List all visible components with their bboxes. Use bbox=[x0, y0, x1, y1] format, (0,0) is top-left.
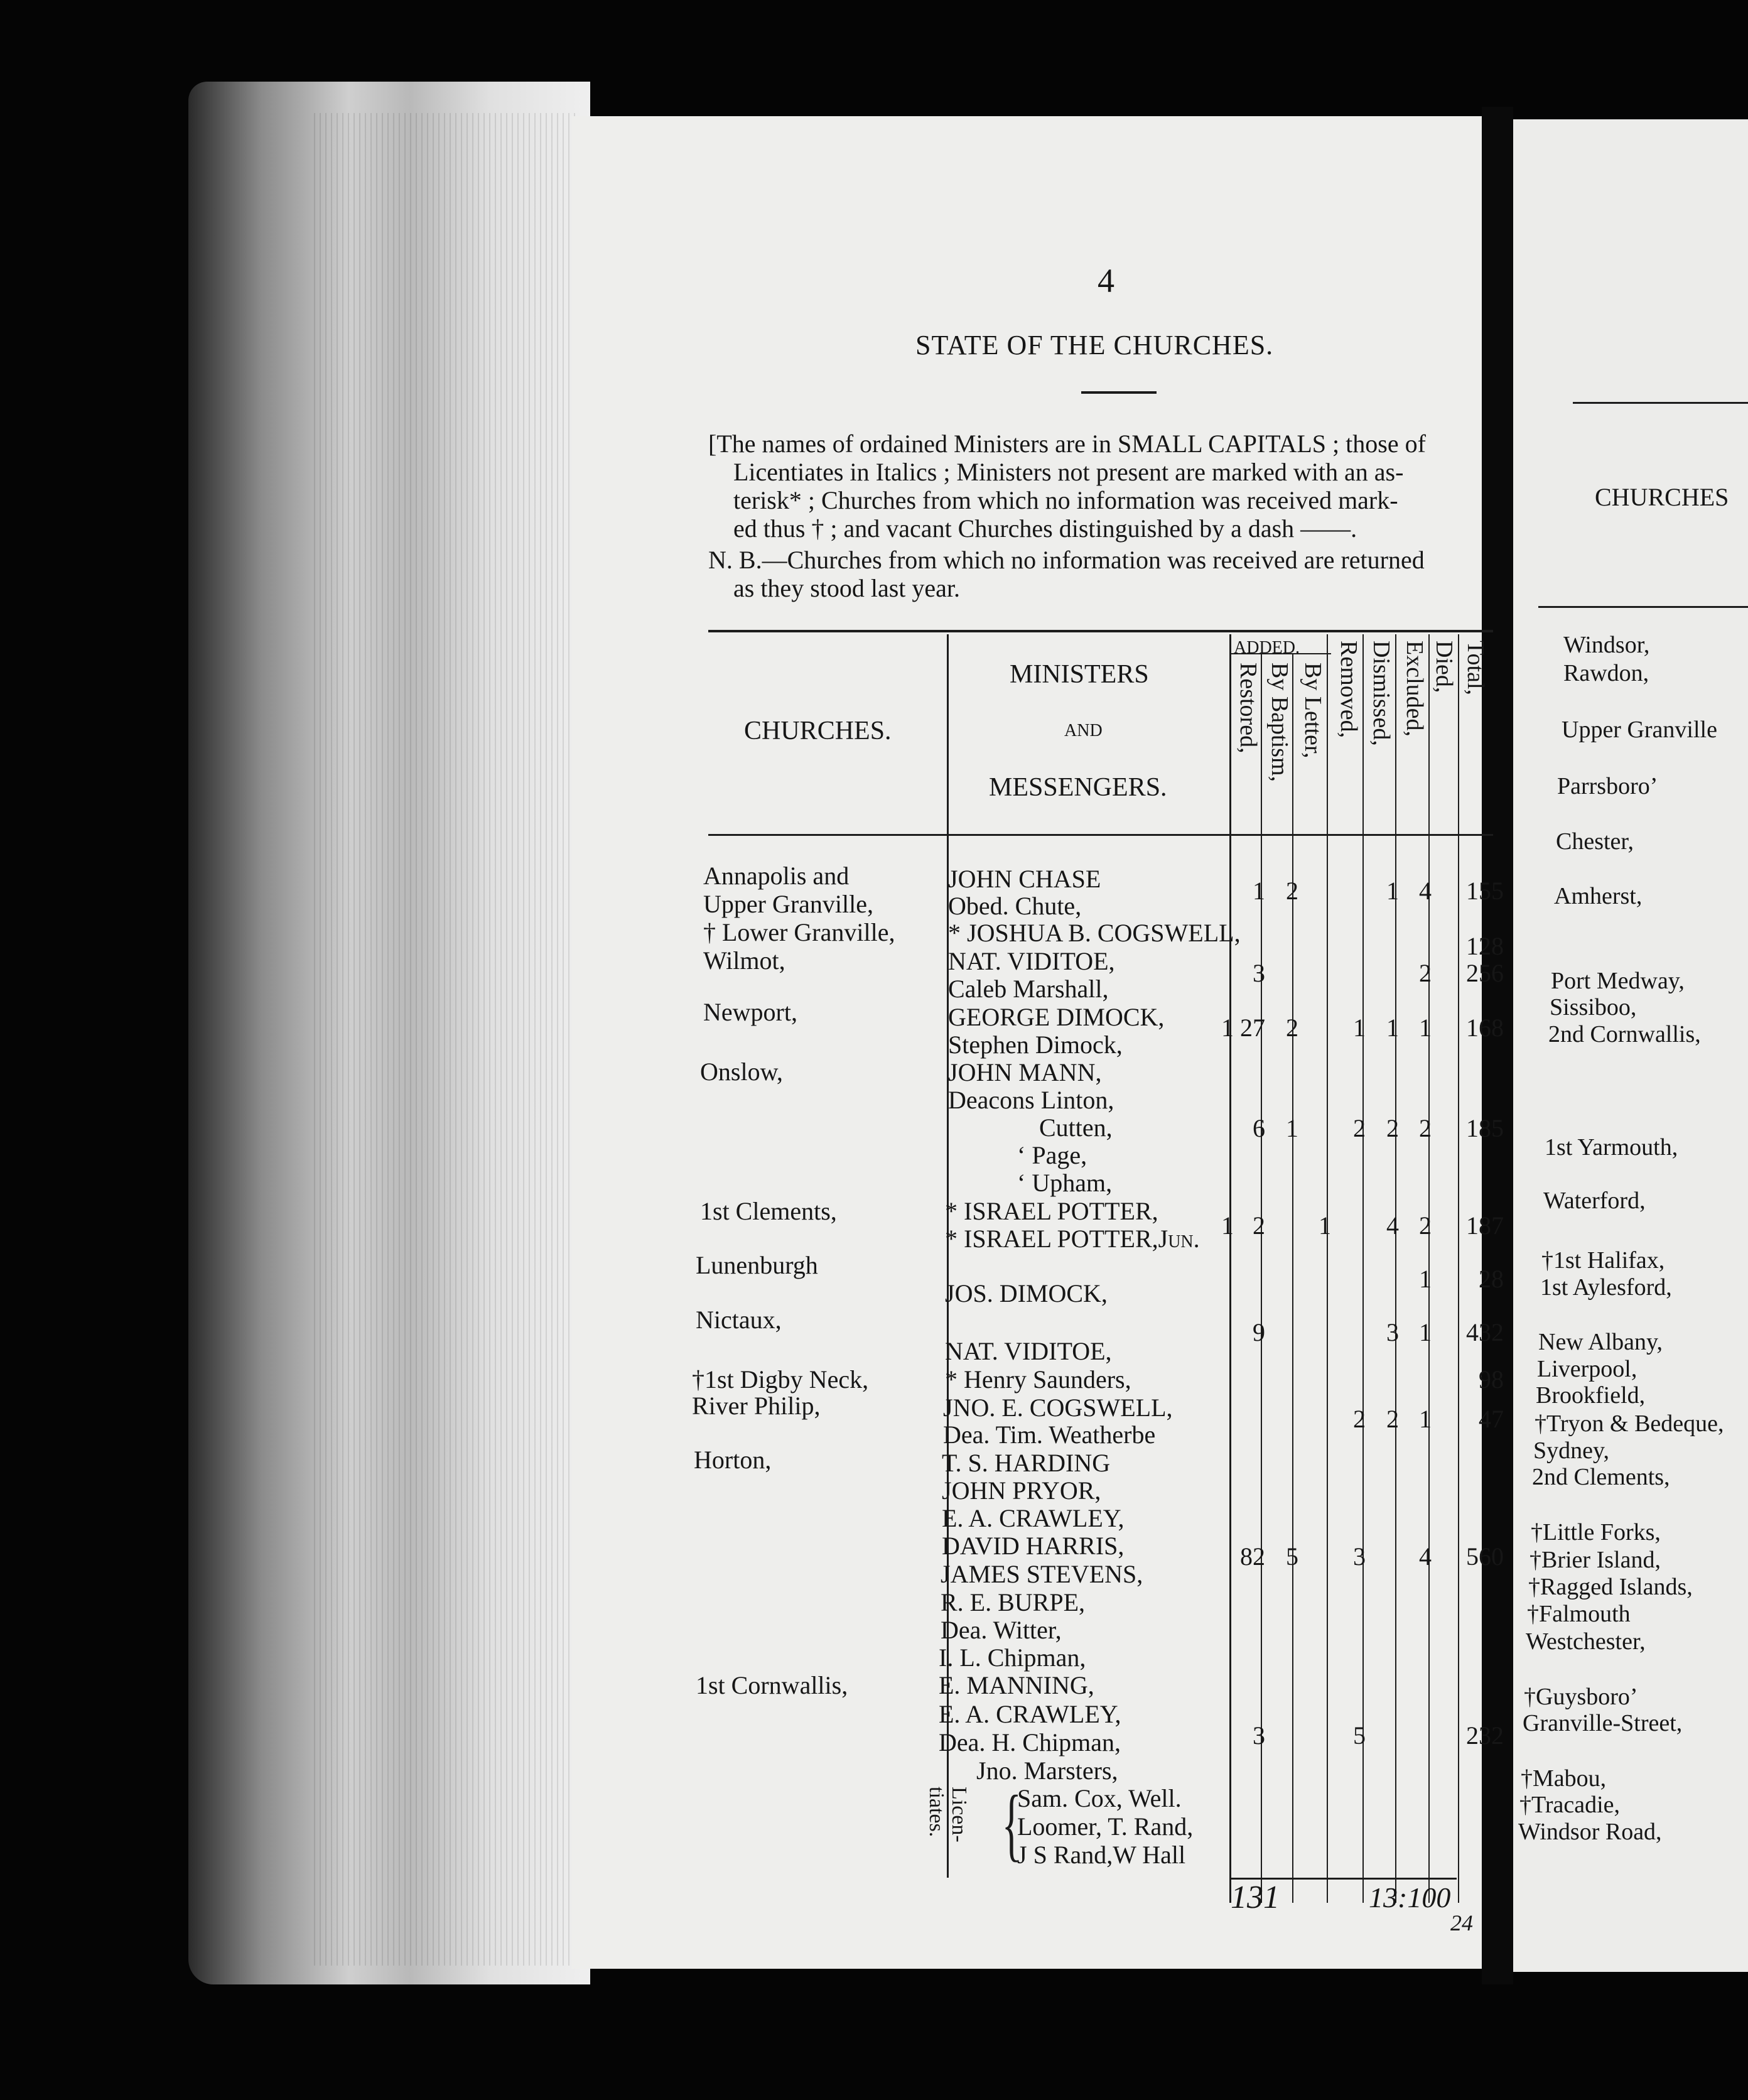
church-name: † Lower Granville, bbox=[703, 918, 895, 946]
cell-died: 1 bbox=[1419, 1318, 1432, 1346]
cell-by-letter: 2 bbox=[1286, 877, 1298, 905]
minister-name: Dea. Tim. Weatherbe bbox=[943, 1421, 1156, 1449]
cell-dismissed: 5 bbox=[1353, 1721, 1366, 1750]
church-name: 1st Clements, bbox=[700, 1197, 837, 1225]
cell-total: 187 bbox=[1466, 1211, 1504, 1240]
minister-name: I. L. Chipman, bbox=[939, 1643, 1086, 1672]
header-messengers: MESSENGERS. bbox=[989, 773, 1167, 802]
header-and: AND bbox=[1064, 721, 1103, 740]
cell-by-baptism: 6 bbox=[1253, 1114, 1265, 1142]
next-page-church: Upper Granville bbox=[1562, 717, 1717, 743]
next-page-church: Rawdon, bbox=[1563, 660, 1649, 686]
next-page-church: Chester, bbox=[1556, 828, 1634, 855]
cell-dismissed: 3 bbox=[1353, 1542, 1366, 1571]
minister-name: JOHN CHASE bbox=[948, 865, 1101, 893]
table-top-rule bbox=[708, 630, 1493, 632]
cell-total: 560 bbox=[1466, 1542, 1504, 1571]
minister-name: Dea. Witter, bbox=[941, 1616, 1062, 1644]
next-page-church: Sydney, bbox=[1533, 1437, 1610, 1464]
cell-excluded: 2 bbox=[1386, 1405, 1399, 1433]
handwritten-total: 131 bbox=[1231, 1880, 1280, 1915]
cell-by-baptism: 82 bbox=[1240, 1542, 1265, 1571]
next-page-church: 2nd Clements, bbox=[1532, 1464, 1670, 1490]
next-page-church: †Ragged Islands, bbox=[1528, 1574, 1693, 1600]
cell-by-baptism: 9 bbox=[1253, 1318, 1265, 1346]
column-divider bbox=[1292, 653, 1293, 1903]
next-page-rule bbox=[1573, 402, 1748, 404]
minister-name: GEORGE DIMOCK, bbox=[948, 1003, 1165, 1031]
note-line: [The names of ordained Ministers are in SMALL CAPITALS ; those of bbox=[708, 430, 1426, 458]
minister-name: Caleb Marshall, bbox=[948, 975, 1109, 1003]
minister-name: ‘ Page, bbox=[1017, 1141, 1087, 1169]
minister-name: Stephen Dimock, bbox=[948, 1031, 1123, 1059]
next-page-church: 1st Aylesford, bbox=[1540, 1274, 1672, 1301]
next-page-church: †1st Halifax, bbox=[1541, 1247, 1665, 1274]
minister-name: E. A. CRAWLEY, bbox=[942, 1504, 1125, 1532]
next-page-church: New Albany, bbox=[1538, 1329, 1663, 1355]
header-removed: Removed, bbox=[1335, 641, 1362, 739]
nb-line: as they stood last year. bbox=[733, 574, 961, 602]
minister-name: Cutten, bbox=[1039, 1113, 1113, 1142]
minister-name: JOHN MANN, bbox=[948, 1058, 1102, 1086]
minister-name: DAVID HARRIS, bbox=[942, 1532, 1125, 1560]
cell-total: 98 bbox=[1479, 1365, 1504, 1394]
cell-by-baptism: 2 bbox=[1253, 1211, 1265, 1240]
cell-by-baptism: 3 bbox=[1253, 959, 1265, 987]
note-line: Licentiates in Italics ; Ministers not present are marked with an as- bbox=[733, 458, 1404, 486]
cell-restored: 1 bbox=[1221, 1014, 1234, 1042]
licentiates-label: Licen- tiates. bbox=[925, 1787, 971, 1843]
page-number: 4 bbox=[1098, 262, 1114, 300]
next-page-church: †Mabou, bbox=[1521, 1765, 1607, 1792]
cell-by-baptism: 27 bbox=[1240, 1014, 1265, 1042]
church-name: Onslow, bbox=[700, 1058, 783, 1086]
header-excluded: Excluded, bbox=[1401, 641, 1428, 737]
next-page-church: †Guysboro’ bbox=[1524, 1684, 1638, 1710]
next-page-church: Parrsboro’ bbox=[1557, 773, 1658, 799]
header-added: ADDED. bbox=[1234, 638, 1300, 658]
minister-name: JAMES STEVENS, bbox=[941, 1560, 1143, 1588]
cell-excluded: 1 bbox=[1386, 877, 1399, 905]
cell-died: 1 bbox=[1419, 1014, 1432, 1042]
cell-total: 168 bbox=[1466, 1014, 1504, 1042]
cell-removed: 1 bbox=[1319, 1211, 1331, 1240]
licentiates-brace: { bbox=[1001, 1779, 1022, 1870]
church-name: Annapolis and bbox=[703, 862, 850, 890]
nb-line: N. B.—Churches from which no information was received are returned bbox=[708, 546, 1425, 574]
minister-name: * Henry Saunders, bbox=[945, 1365, 1131, 1394]
minister-name: T. S. HARDING bbox=[942, 1449, 1111, 1477]
table-header-rule bbox=[708, 834, 1493, 836]
next-page-church: †Little Forks, bbox=[1531, 1519, 1661, 1545]
minister-name: * ISRAEL POTTER,Jun. bbox=[945, 1225, 1200, 1253]
handwritten-total: 24 bbox=[1450, 1910, 1473, 1935]
header-died: Died, bbox=[1431, 641, 1457, 693]
column-divider bbox=[1395, 634, 1396, 1903]
minister-name: Dea. H. Chipman, bbox=[939, 1728, 1121, 1756]
cell-died: 2 bbox=[1419, 1114, 1432, 1142]
header-ministers: MINISTERS bbox=[1010, 660, 1149, 689]
cell-died: 4 bbox=[1419, 877, 1432, 905]
minister-name: E. MANNING, bbox=[939, 1671, 1094, 1699]
column-divider bbox=[1229, 634, 1231, 1903]
licentiate-name: Sam. Cox, Well. bbox=[1017, 1784, 1182, 1812]
next-page-church: Westchester, bbox=[1526, 1628, 1646, 1655]
title-rule bbox=[1081, 391, 1157, 394]
next-page-church: Windsor Road, bbox=[1518, 1819, 1662, 1845]
note-line: ed thus † ; and vacant Churches distinguished by a dash ——. bbox=[733, 514, 1357, 543]
next-page-church: Port Medway, bbox=[1551, 968, 1685, 994]
minister-name: JNO. E. COGSWELL, bbox=[943, 1394, 1173, 1422]
cell-total: 28 bbox=[1479, 1265, 1504, 1293]
cell-by-letter: 5 bbox=[1286, 1542, 1298, 1571]
church-name: Wilmot, bbox=[703, 946, 785, 975]
church-name: 1st Cornwallis, bbox=[696, 1671, 848, 1699]
column-divider bbox=[1362, 634, 1364, 1903]
church-name: Horton, bbox=[694, 1446, 772, 1474]
church-name: Newport, bbox=[703, 998, 797, 1026]
cell-by-baptism: 3 bbox=[1253, 1721, 1265, 1750]
page-title: STATE OF THE CHURCHES. bbox=[915, 330, 1274, 360]
next-page-header: CHURCHES bbox=[1595, 483, 1729, 511]
next-page-church: Windsor, bbox=[1563, 632, 1650, 658]
next-page-church: Brookfield, bbox=[1536, 1382, 1646, 1409]
minister-name: Deacons Linton, bbox=[948, 1086, 1114, 1114]
next-page-church: †Falmouth bbox=[1527, 1601, 1631, 1627]
next-page-church: †Tryon & Bedeque, bbox=[1535, 1410, 1724, 1437]
minister-name: Jno. Marsters, bbox=[976, 1756, 1118, 1785]
cell-dismissed: 2 bbox=[1353, 1114, 1366, 1142]
minister-name: R. E. BURPE, bbox=[941, 1588, 1086, 1616]
header-restored: Restored, bbox=[1235, 663, 1261, 754]
next-page-church: 2nd Cornwallis, bbox=[1548, 1021, 1701, 1047]
next-page-church: Amherst, bbox=[1554, 883, 1643, 909]
licentiate-name: J S Rand,W Hall bbox=[1017, 1841, 1186, 1869]
header-by-letter: By Letter, bbox=[1300, 663, 1326, 759]
next-page-rule bbox=[1538, 606, 1748, 608]
minister-name: Obed. Chute, bbox=[948, 892, 1082, 920]
column-divider bbox=[1327, 634, 1328, 1903]
minister-name: JOS. DIMOCK, bbox=[945, 1279, 1108, 1307]
church-name: †1st Digby Neck, bbox=[692, 1365, 869, 1394]
next-page-church: 1st Yarmouth, bbox=[1545, 1134, 1678, 1161]
cell-died: 4 bbox=[1419, 1542, 1432, 1571]
minister-name: NAT. VIDITOE, bbox=[945, 1337, 1112, 1365]
cell-by-baptism: 1 bbox=[1253, 877, 1265, 905]
next-page-church: †Brier Island, bbox=[1530, 1547, 1661, 1573]
cell-total: 47 bbox=[1479, 1405, 1504, 1433]
page-edges bbox=[314, 113, 578, 1966]
cell-died: 2 bbox=[1419, 959, 1432, 987]
cell-excluded: 2 bbox=[1386, 1114, 1399, 1142]
note-line: terisk* ; Churches from which no information was received mark- bbox=[733, 486, 1398, 514]
cell-total: 185 bbox=[1466, 1114, 1504, 1142]
cell-died: 1 bbox=[1419, 1265, 1432, 1293]
cell-died: 1 bbox=[1419, 1405, 1432, 1433]
book-gutter bbox=[1482, 107, 1513, 1984]
cell-total: 432 bbox=[1466, 1318, 1504, 1346]
cell-died: 2 bbox=[1419, 1211, 1432, 1240]
header-total: Total, bbox=[1462, 641, 1489, 696]
next-page-church: Granville-Street, bbox=[1523, 1710, 1683, 1736]
minister-name: NAT. VIDITOE, bbox=[948, 947, 1115, 975]
next-page-church: Sissiboo, bbox=[1550, 994, 1637, 1020]
header-dismissed: Dismissed, bbox=[1368, 641, 1395, 746]
header-by-baptism: By Baptism, bbox=[1266, 663, 1293, 782]
cell-total: 232 bbox=[1466, 1721, 1504, 1750]
licentiate-name: Loomer, T. Rand, bbox=[1017, 1812, 1194, 1841]
handwritten-total: 13:100 bbox=[1369, 1881, 1451, 1913]
minister-name: * ISRAEL POTTER, bbox=[945, 1197, 1158, 1225]
minister-name: * JOSHUA B. COGSWELL, bbox=[948, 919, 1241, 947]
minister-name: E. A. CRAWLEY, bbox=[939, 1700, 1121, 1728]
cell-dismissed: 1 bbox=[1353, 1014, 1366, 1042]
cell-total: 128 bbox=[1466, 932, 1504, 960]
cell-by-letter: 2 bbox=[1286, 1014, 1298, 1042]
church-name: Nictaux, bbox=[696, 1306, 782, 1334]
cell-excluded: 1 bbox=[1386, 1014, 1399, 1042]
church-name: River Philip, bbox=[692, 1392, 821, 1420]
church-name: Lunenburgh bbox=[696, 1251, 818, 1279]
next-page-church: Waterford, bbox=[1543, 1188, 1646, 1214]
cell-dismissed: 2 bbox=[1353, 1405, 1366, 1433]
minister-name: ‘ Upham, bbox=[1017, 1169, 1113, 1197]
cell-restored: 1 bbox=[1221, 1211, 1234, 1240]
cell-excluded: 3 bbox=[1386, 1318, 1399, 1346]
next-page-church: †Tracadie, bbox=[1519, 1792, 1621, 1818]
column-divider bbox=[1261, 653, 1262, 1903]
church-name: Upper Granville, bbox=[703, 890, 874, 918]
next-page-church: Liverpool, bbox=[1537, 1356, 1637, 1382]
header-churches: CHURCHES. bbox=[744, 717, 892, 745]
cell-total: 155 bbox=[1466, 877, 1504, 905]
cell-excluded: 4 bbox=[1386, 1211, 1399, 1240]
cell-by-letter: 1 bbox=[1286, 1114, 1298, 1142]
minister-name: JOHN PRYOR, bbox=[942, 1476, 1101, 1505]
cell-total: 256 bbox=[1466, 959, 1504, 987]
